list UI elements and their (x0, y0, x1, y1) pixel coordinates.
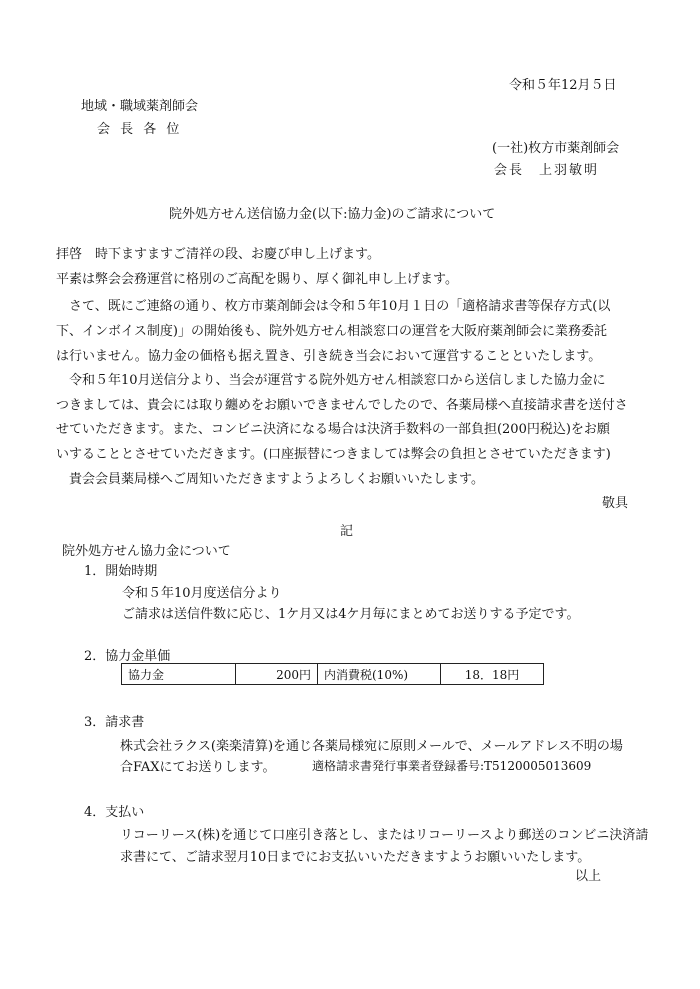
body-paragraph-3-line-1: さて、既にご連絡の通り、枚方市薬剤師会は令和５年10月１日の「適格請求書等保存方式(以 (56, 299, 611, 314)
body-paragraph-4-line-2: つきましては、貴会には取り纏めをお願いできませんでしたので、各薬局様へ直接請求書を送付さ (56, 398, 628, 413)
item-4-line-2: 求書にて、ご請求翌月10日までにお支払いいただきますようお願いいたします。 (120, 850, 591, 865)
item-3-line-1: 株式会社ラクス(楽楽清算)を通じ各薬局様宛に原則メールで、メールアドレス不明の場 (120, 739, 623, 754)
item-1-line-1: 令和５年10月度送信分より (122, 586, 282, 601)
sender-organization: (一社)枚方市薬剤師会 (492, 141, 620, 156)
table-row (122, 664, 544, 685)
tax-label-cell: 内消費税(10%) (318, 664, 441, 685)
price-table (121, 663, 544, 685)
recipient-line-2: 会 長 各 位 (97, 122, 183, 137)
price-value-cell: 200円 (236, 664, 318, 685)
item-4-line-1: リコーリース(株)を通じて口座引き落とし、またはリコーリースより郵送のコンビニ決済請 (120, 828, 649, 843)
item-4-heading: 4．支払い (84, 805, 145, 820)
item-2-heading: 2．協力金単価 (84, 649, 171, 664)
recipient-line-1: 地域・職域薬剤師会 (81, 99, 199, 114)
sender-name: 会長 上羽敏明 (494, 163, 600, 178)
body-paragraph-3-line-3: は行いません。協力金の価格も据え置き、引き続き当会において運営することといたします。 (56, 349, 602, 364)
document-date: 令和５年12月５日 (509, 78, 617, 93)
body-paragraph-4-line-4: いすることとさせていただきます。(口座振替につきましては弊会の負担とさせていただきます) (56, 447, 611, 462)
tax-value-cell: 18．18円 (441, 664, 544, 685)
section-title: 院外処方せん協力金について (62, 544, 231, 559)
body-paragraph-4-line-3: せていただきます。また、コンビニ決済になる場合は決済手数料の一部負担(200円税込)をお願 (56, 422, 610, 437)
item-1-line-2: ご請求は送信件数に応じ、1ケ月又は4ケ月毎にまとめてお送りする予定です。 (122, 607, 580, 622)
closing-ijo: 以上 (575, 869, 602, 884)
closing-keigu: 敬具 (602, 496, 629, 511)
body-paragraph-3-line-2: 下、インボイス制度)」の開始後も、院外処方せん相談窓口の運営を大阪府薬剤師会に業務委託 (56, 324, 607, 339)
document-subject: 院外処方せん送信協力金(以下:協力金)のご請求について (169, 207, 496, 222)
item-1-heading: 1．開始時期 (84, 564, 158, 579)
price-label-cell: 協力金 (122, 664, 236, 685)
ki-heading: 記 (340, 524, 354, 539)
item-3-line-2: 合FAXにてお送りします。 (120, 760, 276, 775)
body-paragraph-1: 拝啓 時下ますますご清祥の段、お慶び申し上げます。 (56, 247, 380, 262)
invoice-registration-number: 適格請求書発行事業者登録番号:T5120005013609 (312, 759, 592, 773)
body-paragraph-4-line-1: 令和５年10月送信分より、当会が運営する院外処方せん相談窓口から送信しました協力金に (56, 373, 606, 388)
body-paragraph-5: 貴会会員薬局様へご周知いただきますようよろしくお願いいたします。 (56, 472, 484, 487)
item-3-heading: 3．請求書 (84, 715, 145, 730)
body-paragraph-2: 平素は弊会会務運営に格別のご高配を賜り、厚く御礼申し上げます。 (56, 272, 458, 287)
